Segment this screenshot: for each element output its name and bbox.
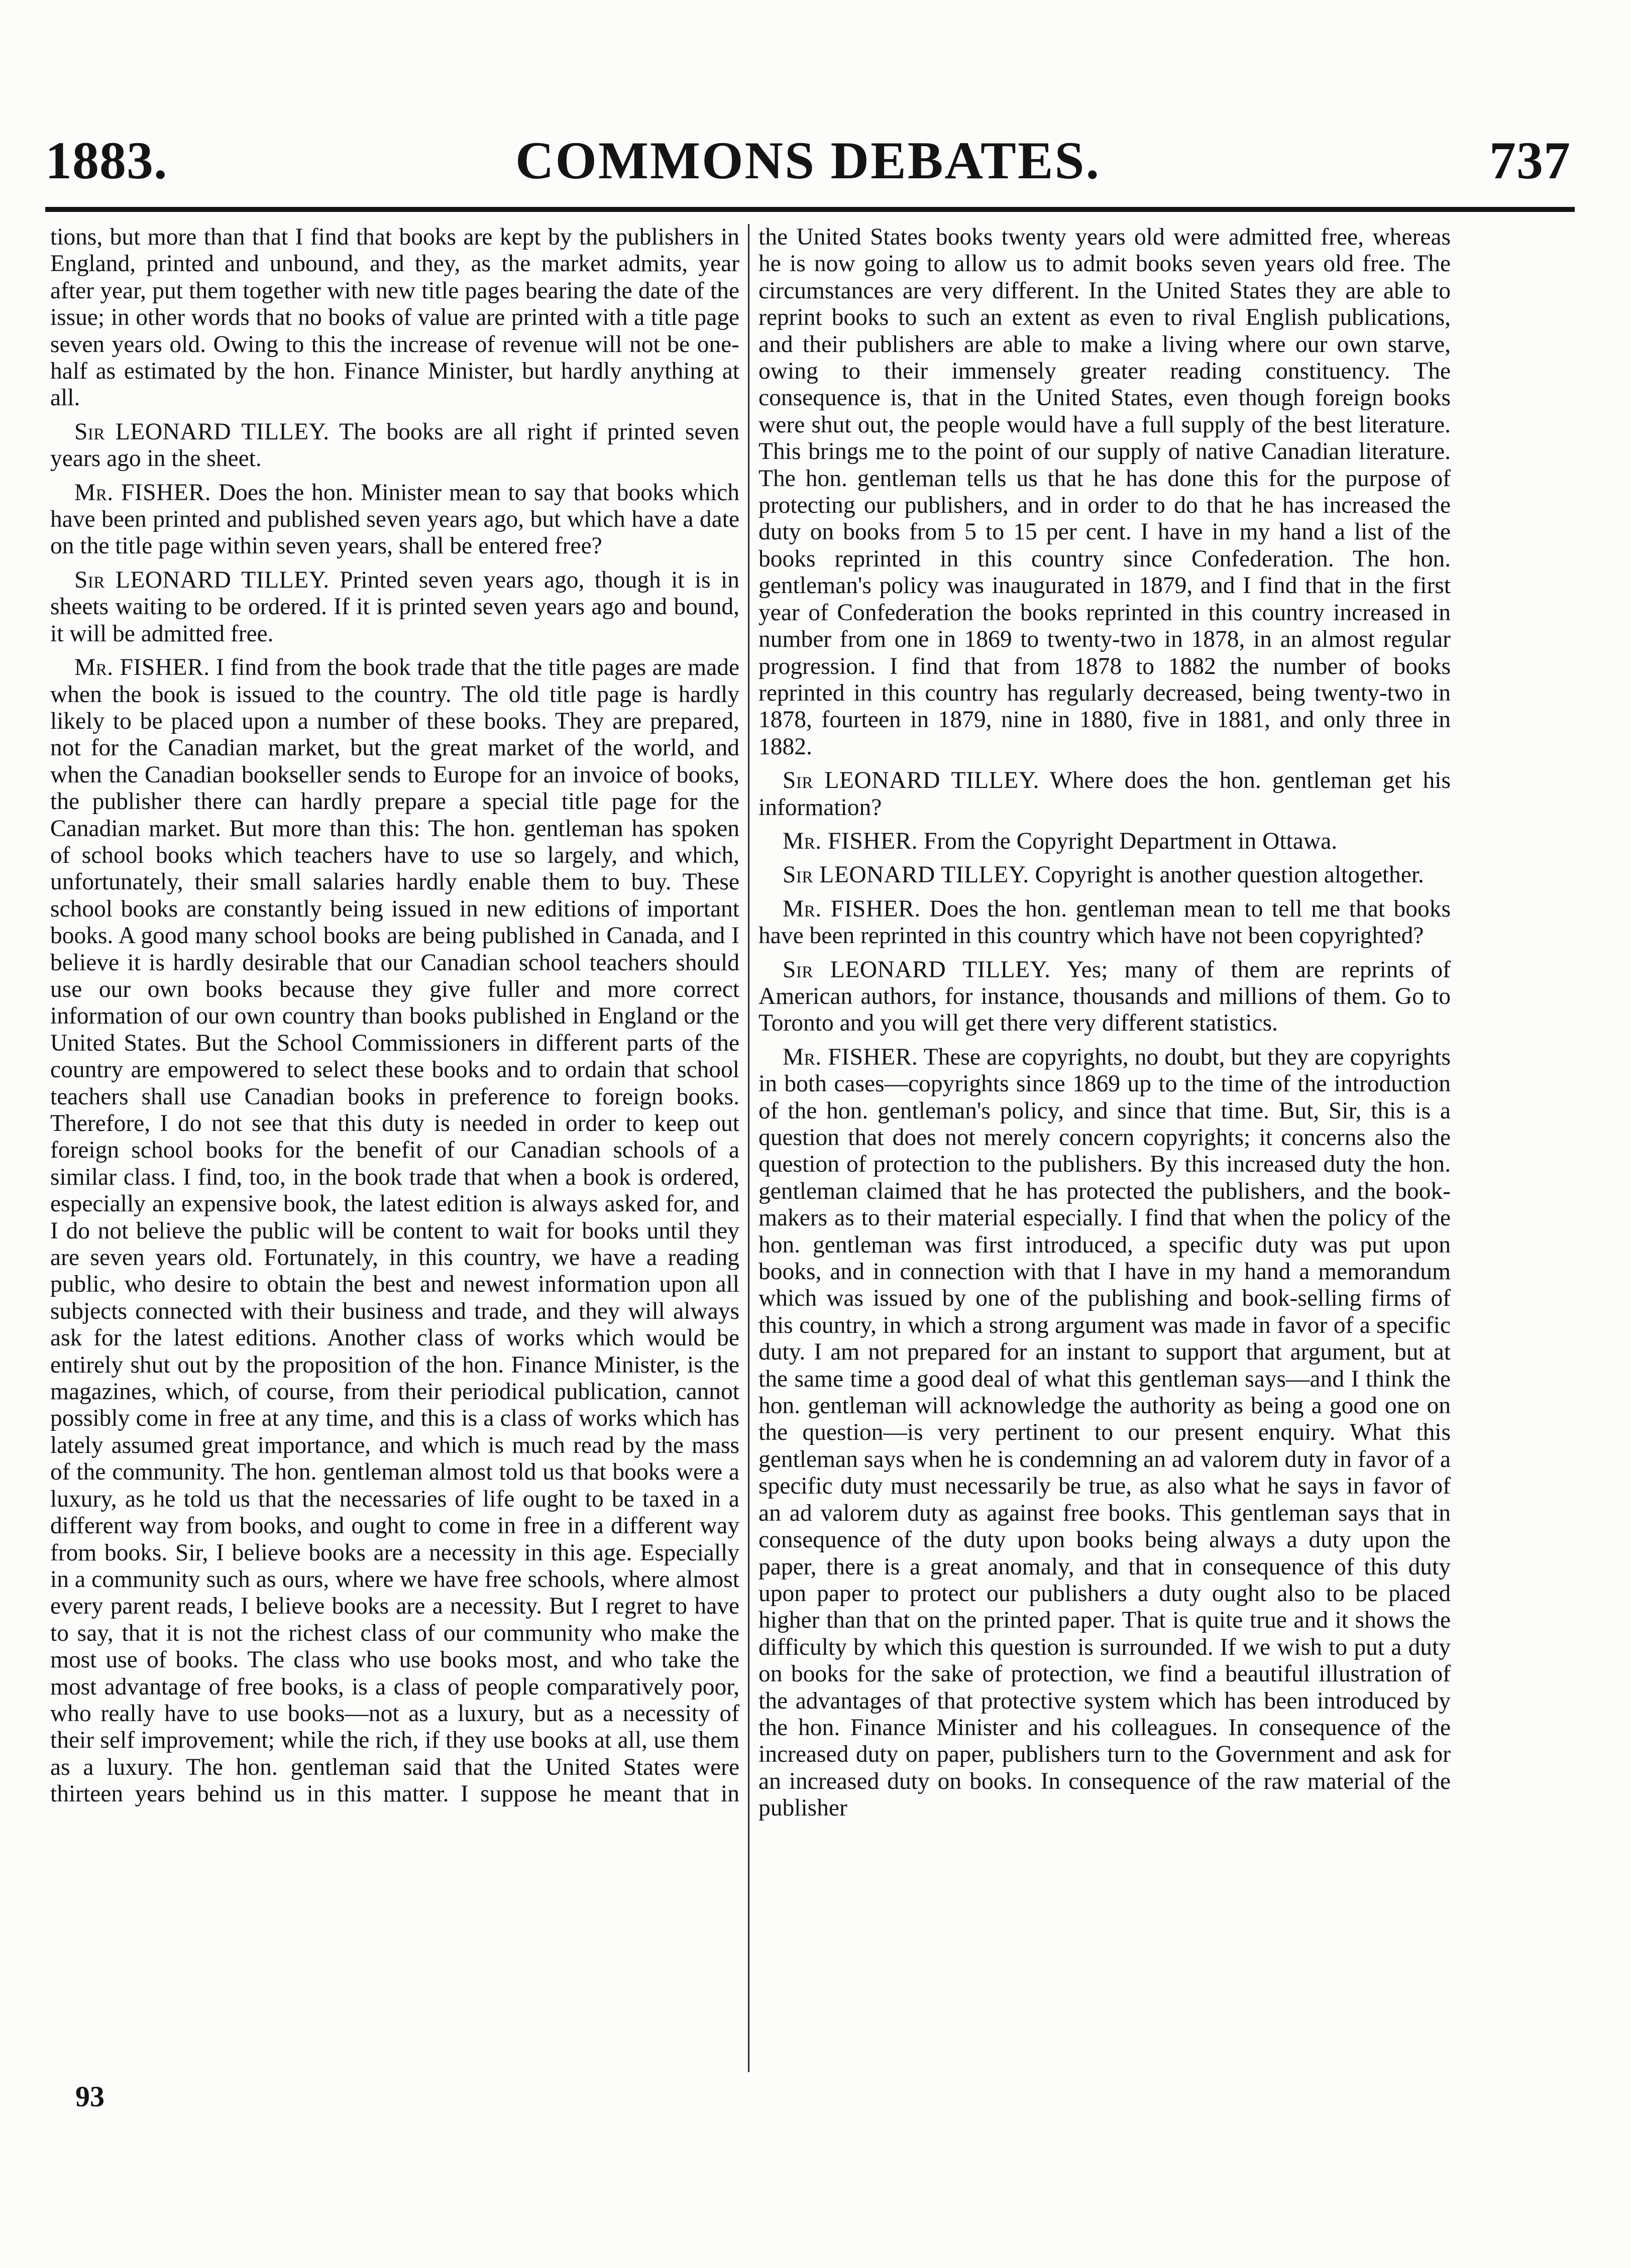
page-header [45, 128, 1571, 193]
speech [758, 767, 1451, 821]
speaker-name: Mr. FISHER. [74, 654, 210, 681]
speech-text: Printed seven years ago, though it is in sheets waiting to be ordered. If it is printed seven years ago and bound, it will be admitted free. [50, 566, 739, 647]
speaker-name: Mr. FISHER. [783, 895, 921, 922]
speaker-name: Mr. FISHER. [783, 1044, 918, 1070]
speech-text: Where does the hon. gentleman get his information? [758, 767, 1451, 821]
speech [758, 957, 1451, 1037]
speaker-name: Mr. FISHER. [74, 479, 211, 506]
speech-text: The books are all right if printed seven years ago in the sheet. [50, 418, 739, 472]
speech-text: Yes; many of them are reprints of American authors, for instance, thousands and millions of them. Go to Toronto and you will get there very different statistics. [758, 956, 1451, 1037]
signature-mark: 93 [75, 2080, 104, 2113]
speech [50, 654, 739, 1807]
speaker-name: Sir LEONARD TILLEY. [783, 767, 1039, 794]
speech [758, 896, 1451, 950]
right-column [758, 224, 1451, 2072]
speech [50, 480, 739, 560]
speaker-name: Mr. FISHER. [783, 828, 918, 854]
speech [758, 1044, 1451, 1822]
header-rule [45, 207, 1575, 212]
speech [758, 862, 1451, 888]
header-title: COMMONS DEBATES. [515, 131, 1101, 190]
speech [758, 828, 1451, 855]
speaker-name: Sir LEONARD TILLEY. [74, 418, 330, 445]
paragraph [50, 224, 739, 412]
paragraph [758, 224, 1451, 760]
speaker-name: Sir LEONARD TILLEY. [74, 566, 330, 593]
left-column [50, 224, 739, 2072]
paragraph-text: tions, but more than that I find that books are kept by the publishers in England, printed and unbound, and they, as the market admits, year after year, put them together with new title pages bearing the date of the issue; in other words that no books of value are printed with a title page seven years old. Owing to this the increase of revenue will not be one-half as estimated by the hon. Finance Minister, but hardly anything at all. [50, 224, 739, 411]
speech [50, 419, 739, 473]
speaker-name: Sir LEONARD TILLEY. [783, 862, 1029, 888]
speech-text: Does the hon. Minister mean to say that books which have been printed and published seven years ago, but which have a date on the title page within seven years, shall be entered free? [50, 479, 739, 559]
speech-text: Does the hon. gentleman mean to tell me that books have been reprinted in this country which have not been copyrighted? [758, 895, 1451, 949]
speech [50, 567, 739, 647]
speech-text: Copyright is another question altogether. [1035, 862, 1424, 888]
paragraph-text: the United States books twenty years old were admitted free, whereas he is now going to allow us to admit books seven years old free. The circumstances are very different. In the United States they are able to reprint books to such an extent as even to rival English publications, and their publishers are able to make a living where our own starve, owing to their immensely greater reading constituency. The consequence is, that in the United States, even though foreign books were shut out, the people would have a full supply of the best literature. This brings me to the point of our supply of native Canadian literature. The hon. gentleman tells us that he has done this for the purpose of protecting our publishers, and in order to do that he has increased the duty on books from 5 to 15 per cent. I have in my hand a list of the books reprinted in this country since Confederation. The hon. gentleman's policy was inaugurated in 1879, and I find that in the first year of Confederation the books reprinted in this country increased in number from one in 1869 to twenty-two in 1878, in an almost regular progression. I find that from 1878 to 1882 the number of books reprinted in this country has regularly decreased, being twenty-two in 1878, fourteen in 1879, nine in 1880, five in 1881, and only three in 1882. [758, 224, 1451, 760]
speech-text: I find from the book trade that the title pages are made when the book is issued to the country. The old title page is hardly likely to be placed upon a number of these books. They are prepared, not for the Canadian market, but the great market of the world, and when the Canadian bookseller sends to Europe for an invoice of books, the publisher there can hardly prepare a special title page for the Canadian market. But more than this: The hon. gentleman has spoken of school books which teachers have to use so largely, and which, unfortunately, their small salaries hardly enable them to buy. These school books are constantly being issued in new editions of important books. A good many school books are being published in Canada, and I believe it is hardly desirable that our Canadian school teachers should use our own books because they give fuller and more correct information of our own country than books published in England or the United States. But the School Commissioners in different parts of the country are empowered to select these books and to ordain that school teachers shall use Canadian books in preference to foreign books. Therefore, I do not see that this duty is needed in order to keep out foreign school books for the benefit of our Canadian schools of a similar class. I find, too, in the book trade that when a book is ordered, especially an expensive book, the latest edition is always asked for, and I do not believe the public will be content to wait for books until they are seven years old. Fortunately, in this country, we have a reading public, who desire to obtain the best and newest information upon all subjects connected with their business and trade, and they will always ask for the latest editions. Another class of works which would be entirely shut out by the proposition of the hon. Finance Minister, is the magazines, which, of course, from their periodical publication, cannot possibly come in free at any time, and this is a class of works which has lately assumed great importance, and which is much read by the mass of the community. The hon. gentleman almost told us that books were a luxury, as he told us that the necessaries of life ought to be taxed in a different way from books, and ought to come in free in a different way from books. Sir, I believe books are a necessity in this age. Especially in a community such as ours, where we have free schools, where almost every parent reads, I believe books are a necessity. But I regret to have to say, that it is not the richest class of our community who make the most use of books. The class who use books most, and who take the most advantage of free books, is a class of people comparatively poor, who really have to use books—not as a luxury, but as a necessity of their self improvement; while the rich, if they use books at all, use them as a luxury. The hon. gentleman said that the United States were thirteen years behind us in this matter. I suppose he meant that in [50, 654, 739, 1807]
speech-text: These are copyrights, no doubt, but they are copyrights in both cases—copyrights since 1869 up to the time of the introduction of the hon. gentleman's policy, and since that time. But, Sir, this is a question that does not merely concern copyrights; it concerns also the question of protection to the publishers. By this increased duty the hon. gentleman claimed that he has protected the publishers, and the book-makers as to their material especially. I find that when the policy of the hon. gentleman was first introduced, a specific duty was put upon books, and in connection with that I have in my hand a memorandum which was issued by one of the publishing and book-selling firms of this country, in which a strong argument was made in favor of a specific duty. I am not prepared for an instant to support that argument, but at the same time a good deal of what this gentleman says—and I think the hon. gentleman will acknowledge the authority as being a good one on the question—is very pertinent to our present enquiry. What this gentleman says when he is condemning an ad valorem duty in favor of a specific duty must necessarily be true, as also what he says in favor of an ad valorem duty as against free books. This gentleman says that in consequence of the duty upon books being always a duty upon the paper, there is a great anomaly, and that in consequence of this duty upon paper to protect our publishers a duty ought also to be placed higher than that on the printed paper. That is quite true and it shows the difficulty by which this question is surrounded. If we wish to put a duty on books for the sake of protection, we find a beautiful illustration of the advantages of that protective system which has been introduced by the hon. Finance Minister and his colleagues. In consequence of the increased duty on paper, publishers turn to the Government and ask for an increased duty on books. In consequence of the raw material of the publisher [758, 1044, 1451, 1822]
speech-text: From the Copyright Department in Ottawa. [923, 828, 1338, 854]
header-page-number: 737 [1489, 131, 1571, 190]
column-divider [748, 224, 749, 2072]
speaker-name: Sir LEONARD TILLEY. [783, 956, 1051, 983]
header-year: 1883. [45, 131, 168, 190]
